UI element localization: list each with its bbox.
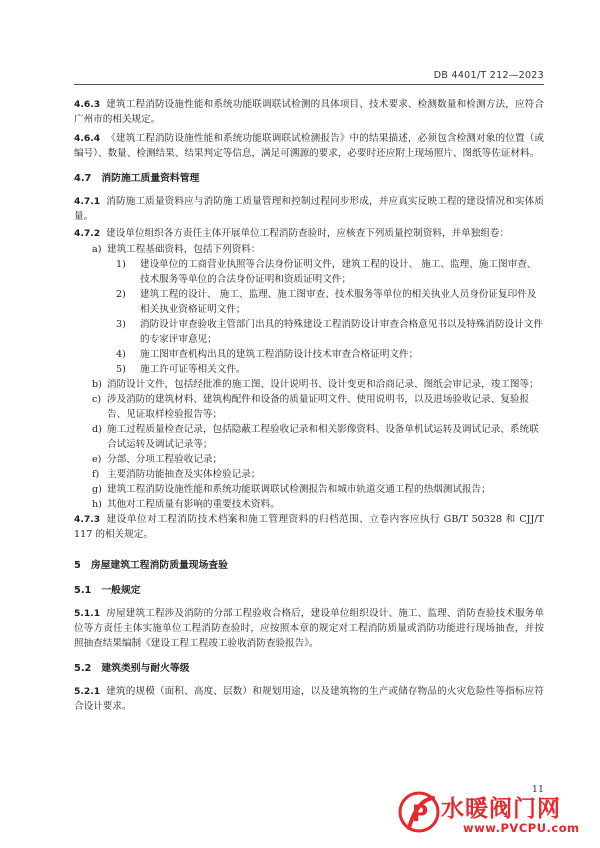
list-item (74, 482, 544, 497)
heading-title: 消防施工质量资料管理 (101, 173, 200, 184)
list-marker: 2) (116, 289, 126, 300)
list-item-text: 消防设计审查验收主管部门出具的特殊建设工程消防设计审查合格意见书以及特殊消防设计文件的专家评审意见； (140, 319, 543, 345)
list-item (74, 287, 544, 317)
chapter-heading-5 (74, 558, 544, 573)
list-item (74, 422, 544, 452)
list-item (74, 452, 544, 467)
list-item (74, 362, 544, 377)
list-marker: 5) (116, 364, 126, 375)
clause-number: 4.6.4 (74, 133, 101, 144)
list-item (74, 317, 544, 347)
clause-number: 4.6.3 (74, 99, 101, 110)
list-marker: a) (92, 244, 102, 255)
list-marker: e) (92, 454, 102, 465)
clause-4-6-4 (74, 131, 544, 161)
list-item-text: 主要消防功能抽查及实体检验记录； (107, 469, 261, 480)
list-marker: g) (92, 484, 102, 495)
heading-number: 5.2 (74, 663, 92, 674)
list-marker: d) (92, 424, 102, 435)
clause-4-6-3 (74, 97, 544, 127)
clause-5-2-1 (74, 684, 544, 714)
clause-text: 房屋建筑工程涉及消防的分部工程验收合格后，建设单位组织设计、施工、监理、消防查验技术服务单位等方责任主体实施单位工程消防查验时，应按照本章的规定对工程消防质量或消防功能进行现场抽查，并按照抽查结果编制《建设工程工程竣工验收消防查验报告》。 (74, 608, 544, 649)
heading-number: 5.1 (74, 585, 92, 596)
document-body (74, 97, 544, 715)
list-marker: b) (92, 379, 102, 390)
section-heading-5-2 (74, 661, 544, 676)
section-heading-5-1 (74, 583, 544, 598)
clause-number: 4.7.3 (74, 514, 101, 525)
section-heading-4-7 (74, 171, 544, 186)
list-item-text: 建设单位的工商营业执照等合法身份证明文件，建筑工程的设计、 施工、监理、施工图审查、技术服务等单位的合法身份证明和资质证明文件； (140, 259, 537, 285)
clause-text: 消防施工质量资料应与消防施工质量管理和控制过程同步形成，并应真实反映工程的建设情况和实体质量。 (74, 196, 544, 222)
list-marker: 3) (116, 319, 126, 330)
list-item-text: 建筑工程消防设施性能和系统功能联调联试检测报告和城市轨道交通工程的热烟测试报告； (107, 484, 491, 495)
logo-letter: P (412, 802, 429, 827)
list-item (74, 392, 544, 422)
list-item (74, 257, 544, 287)
heading-number: 4.7 (74, 173, 92, 184)
list-item-text: 施工许可证等相关文件。 (140, 364, 246, 375)
clause-number: 4.7.1 (74, 196, 101, 207)
page-number: 11 (531, 784, 544, 795)
heading-number: 5 (74, 560, 81, 571)
list-item-text: 其他对工程质量有影响的重要技术资料。 (107, 499, 280, 510)
clause-number: 4.7.2 (74, 228, 101, 239)
heading-title: 建筑类别与耐火等级 (101, 663, 190, 674)
header-divider (74, 84, 544, 85)
clause-text: 建筑的规模（面积、高度、层数）和规划用途，以及建筑物的生产或储存物品的火灾危险性等指标应符合设计要求。 (74, 686, 544, 712)
heading-title: 房屋建筑工程消防质量现场查验 (90, 560, 228, 571)
clause-4-7-3 (74, 512, 544, 542)
list-marker: 4) (116, 349, 126, 360)
watermark-site-name: 水暖阀门网 (441, 796, 561, 822)
list-item (74, 467, 544, 482)
clause-number: 5.2.1 (74, 686, 101, 697)
list-item-text: 施工过程质量检查记录，包括隐蔽工程验收记录和相关影像资料、设备单机试运转及调试记录、系统联合试运转及调试记录等； (107, 424, 539, 450)
list-marker: h) (92, 499, 102, 510)
materials-list (74, 242, 544, 512)
clause-text: 建筑工程消防设施性能和系统功能联调联试检测的具体项目、技术要求、检测数量和检测方法，应符合广州市的相关规定。 (74, 99, 544, 125)
list-item (74, 347, 544, 362)
list-marker: f) (92, 469, 100, 480)
list-item (74, 377, 544, 392)
watermark-url[interactable]: www.PVCPU.com (463, 821, 580, 835)
clause-text: 建设单位对工程消防技术档案和施工管理资料的归档范围、立卷内容应执行 GB/T 50328 和 CJJ/T 117 的相关规定。 (74, 514, 544, 540)
heading-title: 一般规定 (101, 585, 141, 596)
list-item-text: 消防设计文件，包括经批准的施工图、设计说明书、设计变更和洽商记录、图纸会审记录，竣工图等； (107, 379, 539, 390)
clause-text: 《建筑工程消防设施性能和系统功能联调联试检测报告》中的结果描述，必须包含检测对象的位置（或编号）、数量、检测结果、结果判定等信息，满足可溯源的要求，必要时还应附上现场照片、图纸等佐证材料。 (74, 133, 544, 159)
standard-code: DB 4401/T 212—2023 (433, 70, 544, 81)
list-item-text: 涉及消防的建筑材料、建筑构配件和设备的质量证明文件、使用说明书，以及进场验收记录、复验报告、见证取样检验报告等； (107, 394, 530, 420)
site-watermark (397, 786, 592, 842)
list-marker: 1) (116, 259, 126, 270)
list-item-text: 建筑工程的设计、 施工、监理、施工图审查、技术服务等单位的相关执业人员身份证复印件及相关执业资格证明文件； (140, 289, 537, 315)
clause-text: 建设单位组织各方责任主体开展单位工程消防查验时，应核查下列质量控制资料，并单独组卷： (106, 228, 510, 239)
list-item-text: 分部、分项工程验收记录； (107, 454, 223, 465)
list-item (74, 497, 544, 512)
list-item-text: 建筑工程基础资料，包括下列资料： (107, 244, 261, 255)
clause-number: 5.1.1 (74, 608, 101, 619)
clause-4-7-2 (74, 226, 544, 241)
clause-4-7-1 (74, 194, 544, 224)
clause-5-1-1 (74, 606, 544, 651)
basic-materials-sublist (107, 257, 544, 377)
list-marker: c) (92, 394, 102, 405)
pvcpu-logo-icon (397, 788, 441, 836)
list-item-text: 施工图审查机构出具的建筑工程消防设计技术审查合格证明文件； (140, 349, 419, 360)
list-item (74, 242, 544, 377)
